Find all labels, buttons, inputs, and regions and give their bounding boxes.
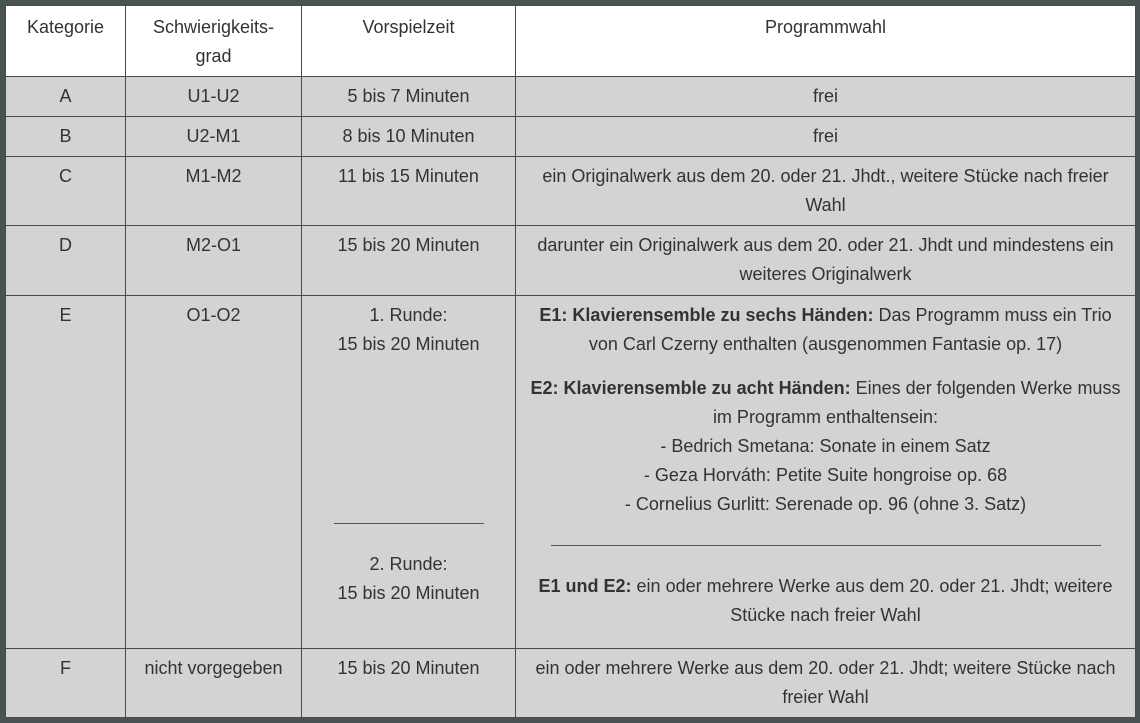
cell-grad: nicht vorgegeben (126, 648, 302, 717)
cell-zeit: 5 bis 7 Minuten (302, 77, 516, 117)
e2-title: E2: Klavierensemble zu acht Händen: (530, 377, 851, 398)
runde1-label: 1. Runde: (369, 304, 448, 325)
e1-text: Das Programm muss ein Trio von Carl Czerny enthalten (ausgenommen Fantasie op. 17) (588, 304, 1112, 354)
e2-work-item: - Bedrich Smetana: Sonate in einem Satz (660, 435, 991, 456)
cell-grad: M1-M2 (126, 157, 302, 226)
cell-zeit: 11 bis 15 Minuten (302, 157, 516, 226)
runde2-zeit: 15 bis 20 Minuten (337, 582, 480, 603)
table-row (6, 117, 1136, 157)
e1-title: E1: Klavierensemble zu sechs Händen: (539, 304, 874, 325)
cell-programm (516, 295, 1136, 648)
runde1-zeit: 15 bis 20 Minuten (337, 333, 480, 354)
e12-text: ein oder mehrere Werke aus dem 20. oder 21. Jhdt; weitere Stücke nach freier Wahl (631, 575, 1113, 625)
cell-grad: M2-O1 (126, 226, 302, 295)
header-schwierigkeitsgrad-line1: Schwierigkeits- (152, 17, 275, 37)
e2-text: Eines der folgenden Werke muss im Programm enthaltensein: (712, 377, 1121, 427)
cell-kategorie: C (6, 157, 126, 226)
cell-kategorie: D (6, 226, 126, 295)
table-row (6, 226, 1136, 295)
header-kategorie: Kategorie (6, 6, 126, 77)
cell-programm: ein Originalwerk aus dem 20. oder 21. Jhdt., weitere Stücke nach freier Wahl (516, 157, 1136, 226)
e2-work-item: - Geza Horváth: Petite Suite hongroise op. 68 (643, 464, 1008, 485)
e12-paragraph (524, 572, 1127, 630)
table-header (6, 6, 1136, 77)
cell-zeit: 8 bis 10 Minuten (302, 117, 516, 157)
header-row (6, 6, 1136, 77)
e2-work-item: - Cornelius Gurlitt: Serenade op. 96 (ohne 3. Satz) (624, 493, 1027, 514)
cell-kategorie: F (6, 648, 126, 717)
cell-zeit: 15 bis 20 Minuten (302, 226, 516, 295)
cell-programm: ein oder mehrere Werke aus dem 20. oder 21. Jhdt; weitere Stücke nach freier Wahl (516, 648, 1136, 717)
header-vorspielzeit: Vorspielzeit (302, 6, 516, 77)
table-body (6, 77, 1136, 718)
table-frame (5, 5, 1135, 718)
e2-paragraph (524, 374, 1127, 519)
e12-title: E1 und E2: (538, 575, 632, 596)
table-row (6, 77, 1136, 117)
header-schwierigkeitsgrad (126, 6, 302, 77)
cell-zeit: 15 bis 20 Minuten (302, 648, 516, 717)
table-row (6, 157, 1136, 226)
cell-grad: U1-U2 (126, 77, 302, 117)
cell-zeit (302, 295, 516, 648)
cell-programm: frei (516, 117, 1136, 157)
cell-kategorie: E (6, 295, 126, 648)
e1-paragraph (524, 301, 1127, 359)
cell-grad: O1-O2 (126, 295, 302, 648)
cell-kategorie: A (6, 77, 126, 117)
cell-kategorie: B (6, 117, 126, 157)
header-schwierigkeitsgrad-line2: grad (195, 46, 232, 66)
runde2-label: 2. Runde: (369, 553, 448, 574)
cell-programm: frei (516, 77, 1136, 117)
programm-divider (551, 545, 1101, 546)
runde-spacer (310, 359, 507, 497)
table-row (6, 295, 1136, 648)
runde-divider (334, 523, 484, 524)
cell-grad: U2-M1 (126, 117, 302, 157)
competition-categories-table (5, 5, 1136, 718)
table-row (6, 648, 1136, 717)
header-programmwahl: Programmwahl (516, 6, 1136, 77)
cell-programm: darunter ein Originalwerk aus dem 20. oder 21. Jhdt und mindestens ein weiteres Originalwerk (516, 226, 1136, 295)
